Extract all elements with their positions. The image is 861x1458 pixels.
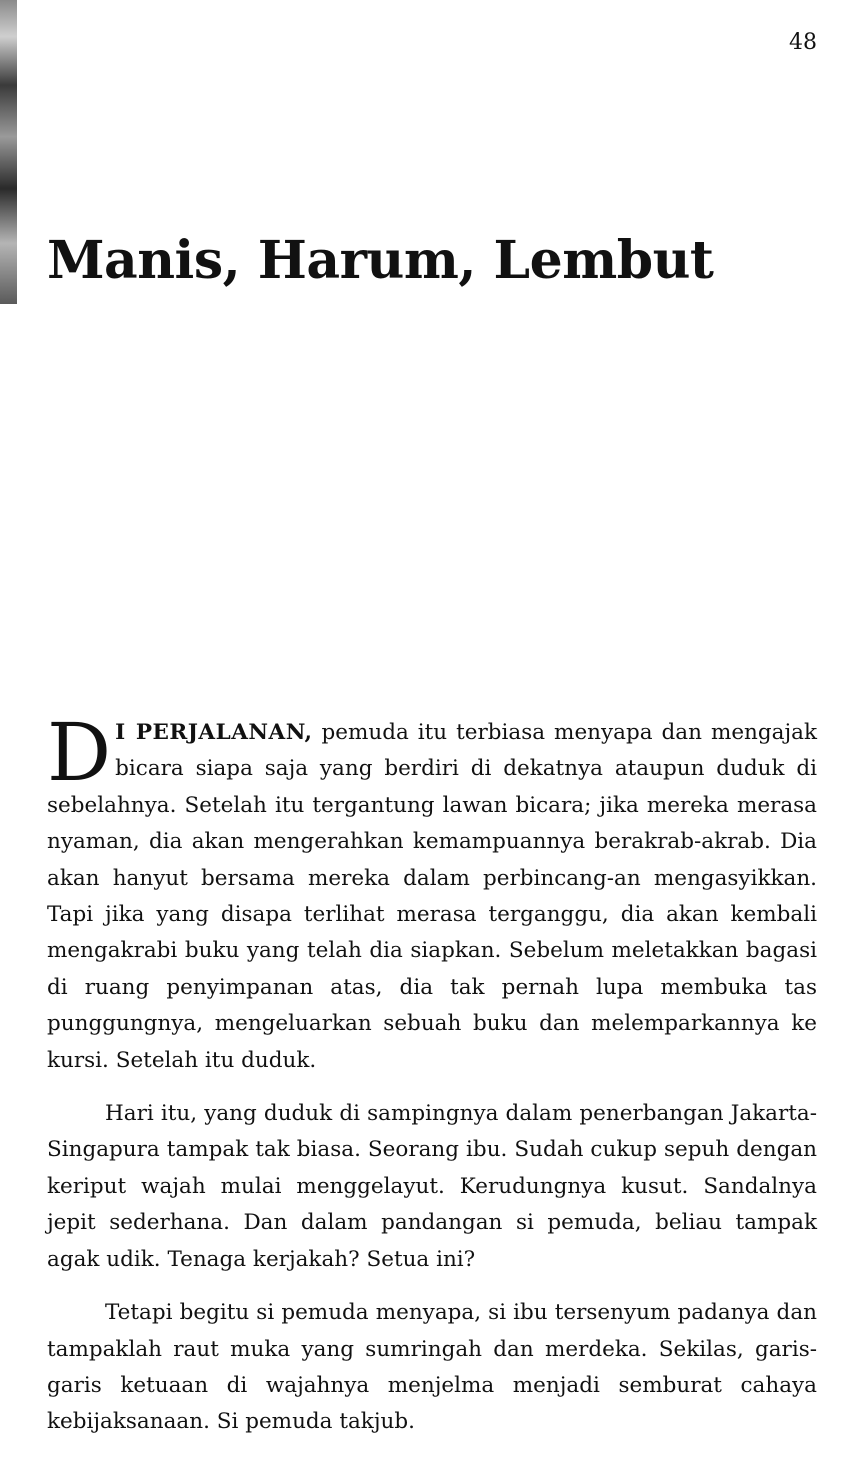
drop-cap: D	[47, 706, 112, 799]
paragraph-1-text: pemuda itu terbiasa menyapa dan mengajak bicara siapa saja yang berdiri di dekatnya ataupun duduk di sebelahnya. Setelah itu tergantung lawan bicara; jika mereka merasa nyaman, dia akan mengerahkan kemampuannya berakrab-akrab. Dia akan hanyut bersama mereka dalam perbincang-an mengasyikkan. Tapi jika yang disapa terlihat merasa terganggu, dia akan kembali mengakrabi buku yang telah dia siapkan. Sebelum meletakkan bagasi di ruang penyimpanan atas, dia tak pernah lupa membuka tas punggungnya, mengeluarkan sebuah buku dan melemparkannya ke kursi. Setelah itu duduk.	[47, 720, 818, 1073]
chapter-photo-edge	[0, 0, 17, 304]
paragraph-2: Hari itu, yang duduk di sampingnya dalam penerbangan Jakarta-Singapura tampak tak biasa. Seorang ibu. Sudah cukup sepuh dengan keriput wajah mulai menggelayut. Kerudungnya kusut. Sandalnya jepit sederhana. Dan dalam pandangan si pemuda, beliau tampak agak udik. Tenaga kerjakah? Setua ini?	[47, 1101, 817, 1272]
chapter-title: Manis, Harum, Lembut	[47, 230, 714, 291]
page-number: 48	[789, 30, 817, 55]
body-text	[47, 706, 818, 1458]
paragraph-1	[47, 706, 818, 1079]
lead-in-text: I PERJALANAN,	[115, 720, 313, 745]
paragraph-3: Tetapi begitu si pemuda menyapa, si ibu tersenyum padanya dan tampaklah raut muka yang sumringah dan merdeka. Sekilas, garis-garis ketuaan di wajahnya menjelma menjadi semburat cahaya kebijaksanaan. Si pemuda takjub.	[47, 1300, 817, 1435]
